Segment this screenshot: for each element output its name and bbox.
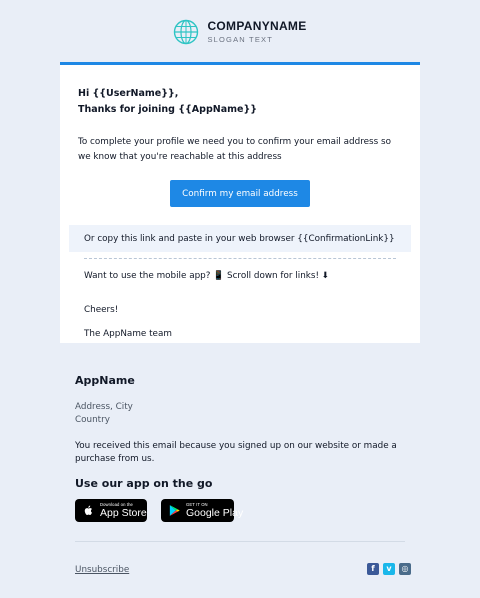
footer-address: [75, 401, 133, 427]
globe-icon: [173, 19, 199, 45]
facebook-glyph: f: [371, 564, 375, 573]
intro-text: To complete your profile we need you to confirm your email address so we know that you're reachable at this address: [78, 137, 391, 162]
dashed-divider: [84, 258, 396, 259]
sign-off: [84, 302, 172, 342]
google-play-icon: [168, 504, 181, 517]
instagram-icon[interactable]: [399, 563, 411, 575]
app-store-label: App Store: [100, 506, 147, 519]
copy-link-text[interactable]: Or copy this link and paste in your web browser {{ConfirmationLink}}: [84, 233, 395, 244]
country-line: Country: [75, 415, 110, 425]
email-card: [60, 62, 420, 343]
facebook-icon[interactable]: [367, 563, 379, 575]
vimeo-glyph: v: [386, 564, 392, 573]
mobile-app-text: Want to use the mobile app? 📱 Scroll down for links! ⬇: [84, 271, 330, 281]
apple-icon: [82, 504, 95, 517]
instagram-glyph: ◎: [401, 564, 409, 573]
app-store-text: [100, 503, 147, 519]
copy-link-box: [69, 225, 411, 252]
greeting-line: Hi {{UserName}},: [78, 88, 179, 99]
signature-text: The AppName team: [84, 329, 172, 339]
apps-title: Use our app on the go: [75, 477, 213, 490]
footer-note: You received this email because you signed up on our website or made a purchase from us.: [75, 441, 397, 464]
google-play-small-label: GET IT ON: [186, 501, 208, 507]
brand-text: [207, 20, 306, 44]
footer-app-name: AppName: [75, 374, 135, 387]
google-play-text: [186, 503, 243, 519]
closing-text: Cheers!: [84, 305, 119, 315]
app-store-button[interactable]: [75, 499, 147, 522]
footer-divider: [75, 541, 405, 542]
unsubscribe-link[interactable]: Unsubscribe: [75, 565, 130, 575]
company-slogan: SLOGAN TEXT: [207, 35, 274, 45]
company-name: COMPANYNAME: [207, 19, 307, 34]
greeting: [78, 86, 257, 118]
app-store-small-label: Download on the: [100, 501, 133, 507]
welcome-line: Thanks for joining {{AppName}}: [78, 104, 257, 115]
google-play-label: Google Play: [186, 506, 244, 519]
vimeo-icon[interactable]: [383, 563, 395, 575]
brand-header: [0, 16, 480, 48]
confirm-email-button[interactable]: Confirm my email address: [170, 180, 310, 207]
google-play-button[interactable]: [161, 499, 244, 522]
address-line: Address, City: [75, 402, 133, 412]
